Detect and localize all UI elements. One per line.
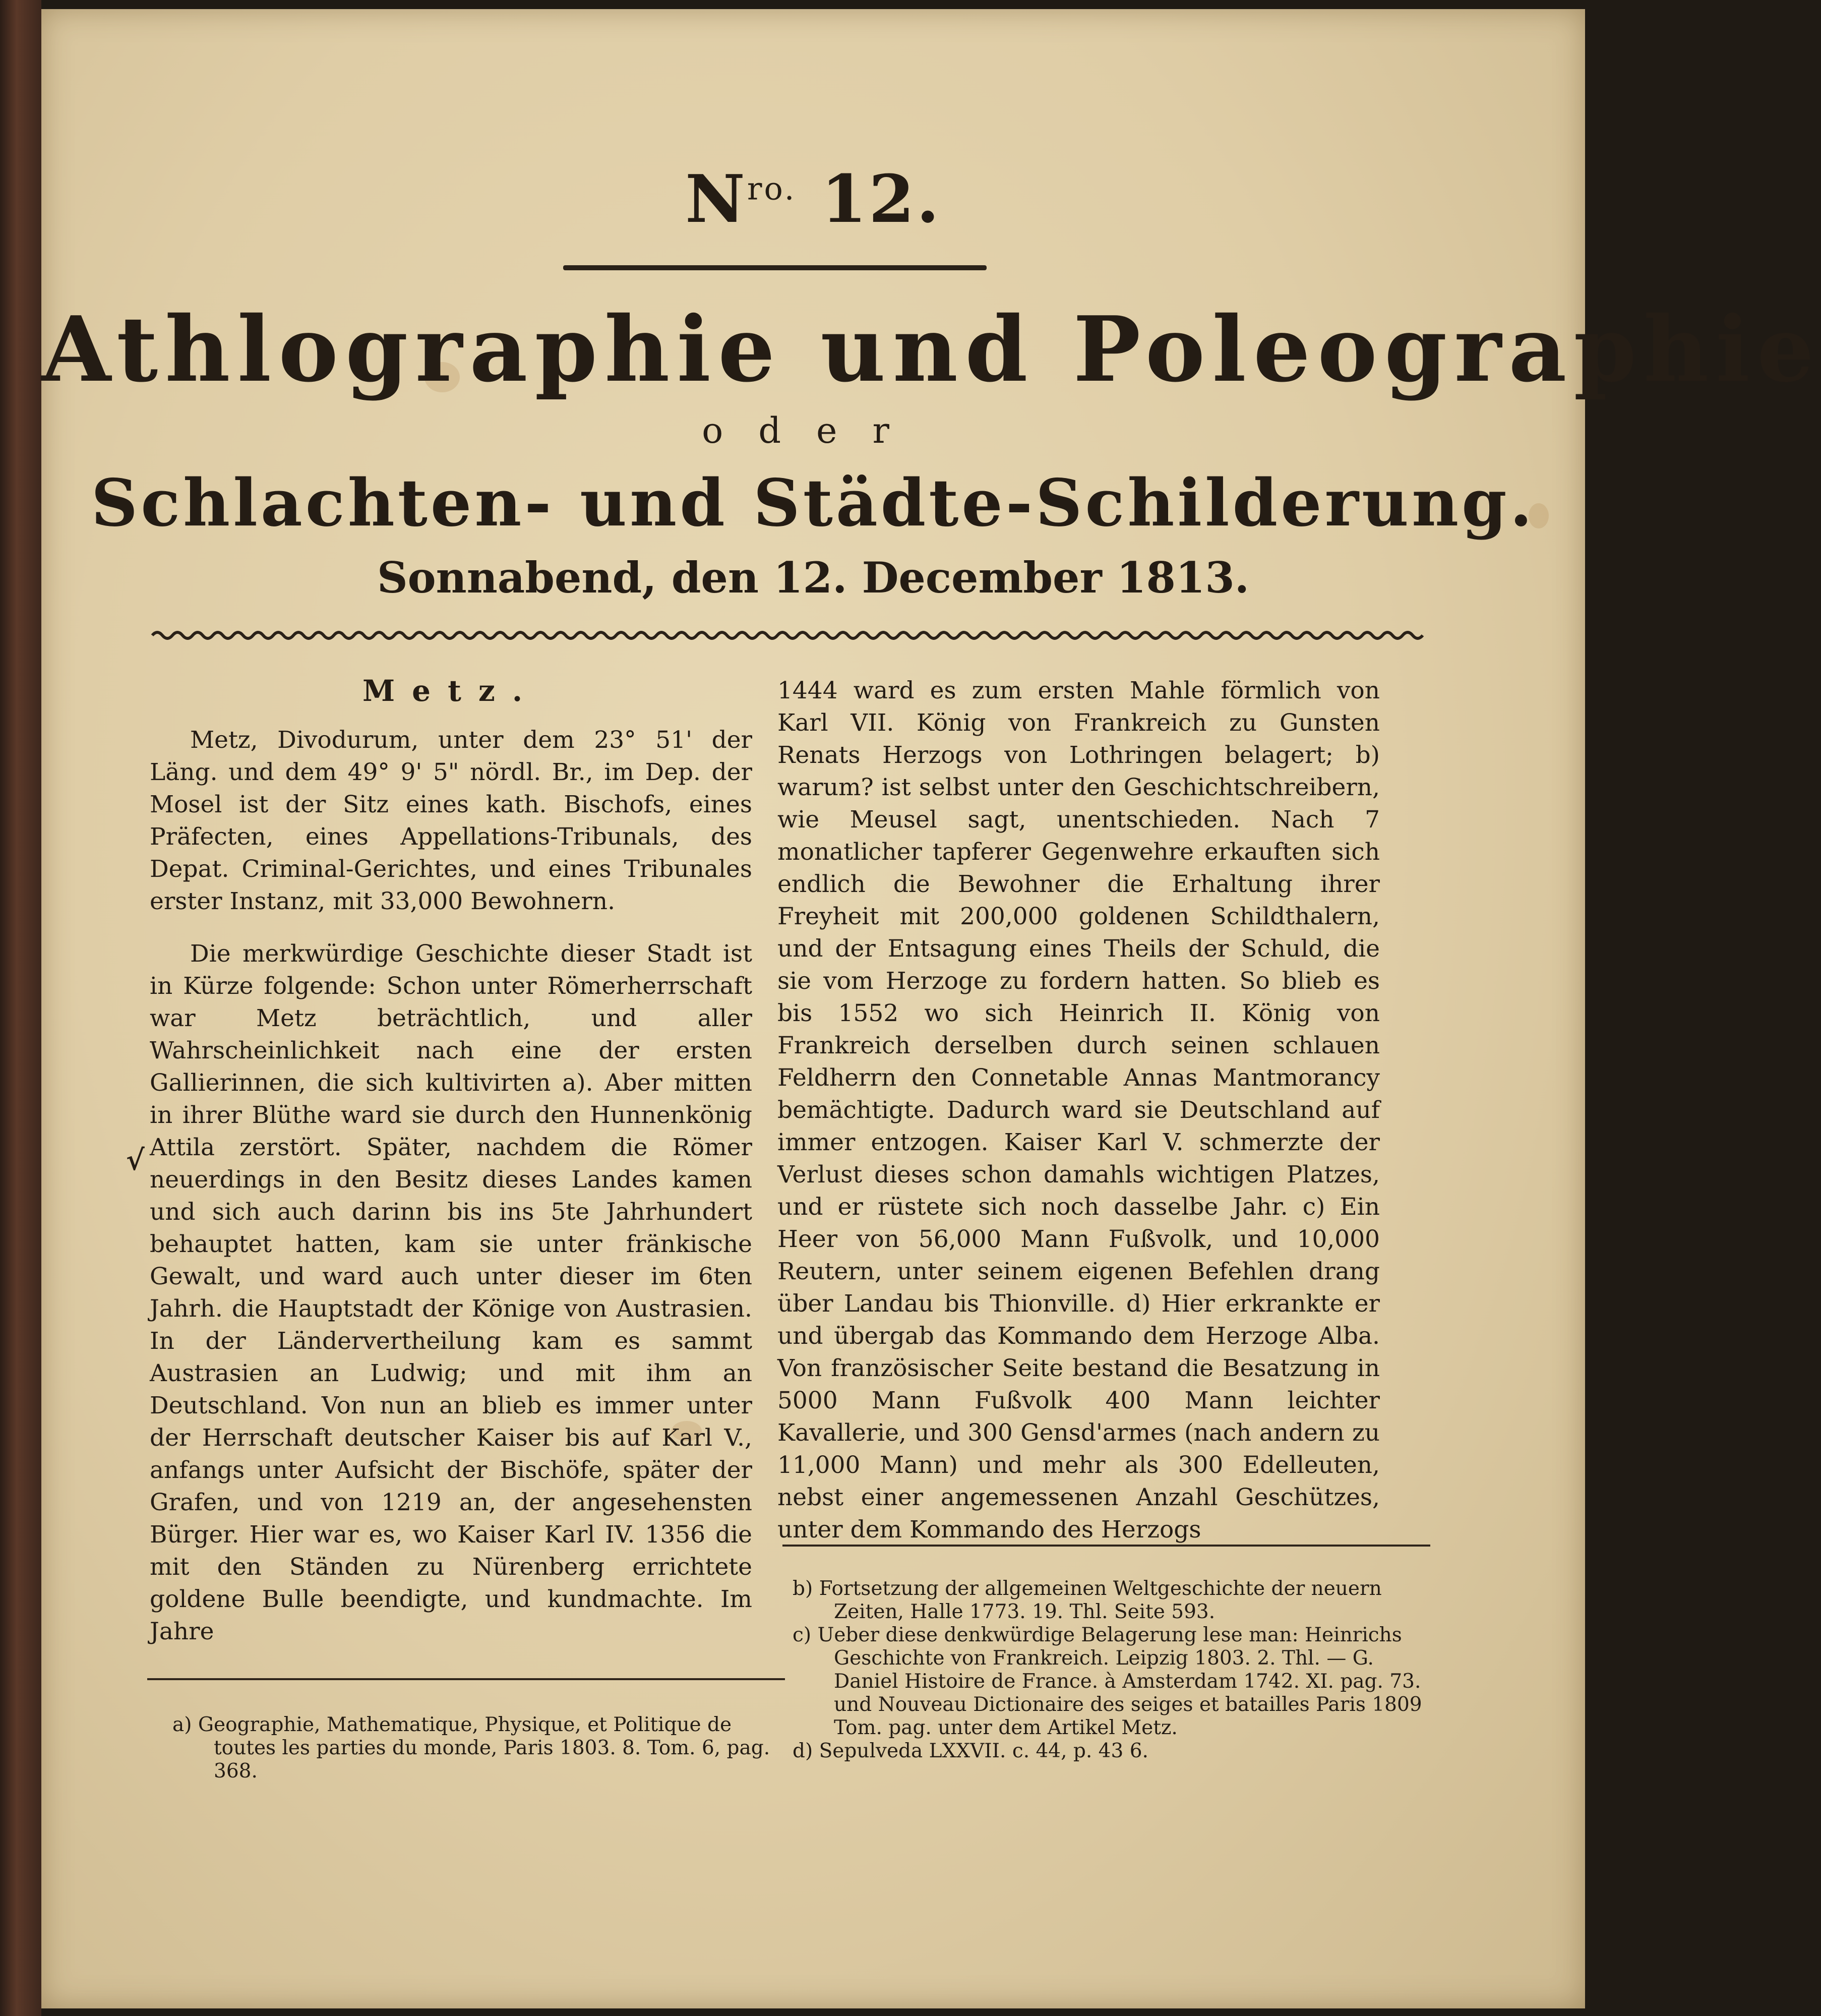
footnote: c) Ueber diese denkwürdige Belagerung lese man: Heinrichs Geschichte von Frankreich. Leipzig 1803. 2. Thl. — G. Daniel Histoire de France. à Amsterdam 1742. XI. pag. 73. und Nouveau Dictionaire des seiges et batailles Paris 1809 Tom. pag. unter dem Artikel Metz.	[793, 1624, 1422, 1739]
article-paragraph: Metz, Divodurum, unter dem 23° 51' der Läng. und dem 49° 9' 5" nördl. Br., im Dep. der Mosel ist der Sitz eines kath. Bischofs, eines Präfecten, eines Appellations-Tribunals, des Depat. Criminal-Gerichtes, und eines Tribunales erster Instanz, mit 33,000 Bewohnern.	[150, 726, 752, 915]
masthead-subtitle: Schlachten- und Städte-Schilderung.	[91, 465, 1536, 541]
margin-check-mark: √	[126, 1144, 145, 1177]
masthead-connector: oder	[702, 410, 925, 451]
masthead-title: Athlographie und Poleographie	[41, 297, 1821, 402]
footnote: d) Sepulveda LXXVII. c. 44, p. 43 6.	[793, 1740, 1148, 1762]
book-spine	[0, 0, 41, 2016]
issue-number-suffix: ro.	[747, 170, 797, 207]
footnote-rule-right	[782, 1545, 1430, 1547]
issue-number-label: N	[685, 160, 747, 238]
article-column-right	[777, 675, 1380, 1546]
article-column-left	[150, 675, 752, 1648]
header-rule	[563, 265, 987, 270]
issue-number-value: 12.	[821, 160, 941, 238]
issue-number	[41, 160, 1585, 238]
issue-date: Sonnabend, den 12. December 1813.	[377, 553, 1250, 603]
article-title: Metz.	[362, 674, 540, 708]
article-paragraph: Die merkwürdige Geschichte dieser Stadt ist in Kürze folgende: Schon unter Römerherrschaft war Metz beträchtlich, und aller Wahrscheinlichkeit nach eine der ersten Gallierinnen, die sich kultivirten a). Aber mitten in ihrer Blüthe ward sie durch den Hunnenkönig Attila zerstört. Später, nachdem die Römer neuerdings in den Besitz dieses Landes kamen und sich auch darinn bis ins 5te Jahrhundert behauptet hatten, kam sie unter fränkische Gewalt, und ward auch unter dieser im 6ten Jahrh. die Hauptstadt der Könige von Austrasien. In der Ländervertheilung kam es sammt Austrasien an Ludwig; und mit ihm an Deutschland. Von nun an blieb es immer unter der Herrschaft deutscher Kaiser bis auf Karl V., anfangs unter Aufsicht der Bischöfe, später der Grafen, und von 1219 an, der angesehensten Bürger. Hier war es, wo Kaiser Karl IV. 1356 die mit den Ständen zu Nürenberg errichtete goldene Bulle beendigte, und kundmachte. Im Jahre	[150, 940, 752, 1645]
footnote: a) Geographie, Mathematique, Physique, et Politique de toutes les parties du monde, Paris 1803. 8. Tom. 6, pag. 368.	[172, 1713, 770, 1783]
footnotes-left	[172, 1713, 772, 1783]
ornamental-divider	[152, 628, 1423, 642]
footnote-rule-left	[147, 1678, 785, 1680]
footnote: b) Fortsetzung der allgemeinen Weltgeschichte der neuern Zeiten, Halle 1773. 19. Thl. Seite 593.	[793, 1577, 1382, 1623]
article-paragraph: 1444 ward es zum ersten Mahle förmlich von Karl VII. König von Frankreich zu Gunsten Renats Herzogs von Lothringen belagert; b) warum? ist selbst unter den Geschichtschreibern, wie Meusel sagt, unentschieden. Nach 7 monatlicher tapferer Gegenwehre erkauften sich endlich die Bewohner die Erhaltung ihrer Freyheit mit 200,000 goldenen Schildthalern, und der Entsagung eines Theils der Schuld, die sie vom Herzoge zu fordern hatten. So blieb es bis 1552 wo sich Heinrich II. König von Frankreich derselben durch seinen schlauen Feldherrn den Connetable Annas Mantmorancy bemächtigte. Dadurch ward sie Deutschland auf immer entzogen. Kaiser Karl V. schmerzte der Verlust dieses schon damahls wichtigen Platzes, und er rüstete sich noch dasselbe Jahr. c) Ein Heer von 56,000 Mann Fußvolk, und 10,000 Reutern, unter seinem eigenen Befehlen drang über Landau bis Thionville. d) Hier erkrankte er und übergab das Kommando dem Herzoge Alba. Von französischer Seite bestand die Besatzung in 5000 Mann Fußvolk 400 Mann leichter Kavallerie, und 300 Gensd'armes (nach andern zu 11,000 Mann) und mehr als 300 Edelleuten, nebst einer angemessenen Anzahl Geschützes, unter dem Kommando des Herzogs	[777, 677, 1380, 1544]
newspaper-page	[41, 9, 1821, 2008]
footnotes-right	[793, 1577, 1423, 1763]
